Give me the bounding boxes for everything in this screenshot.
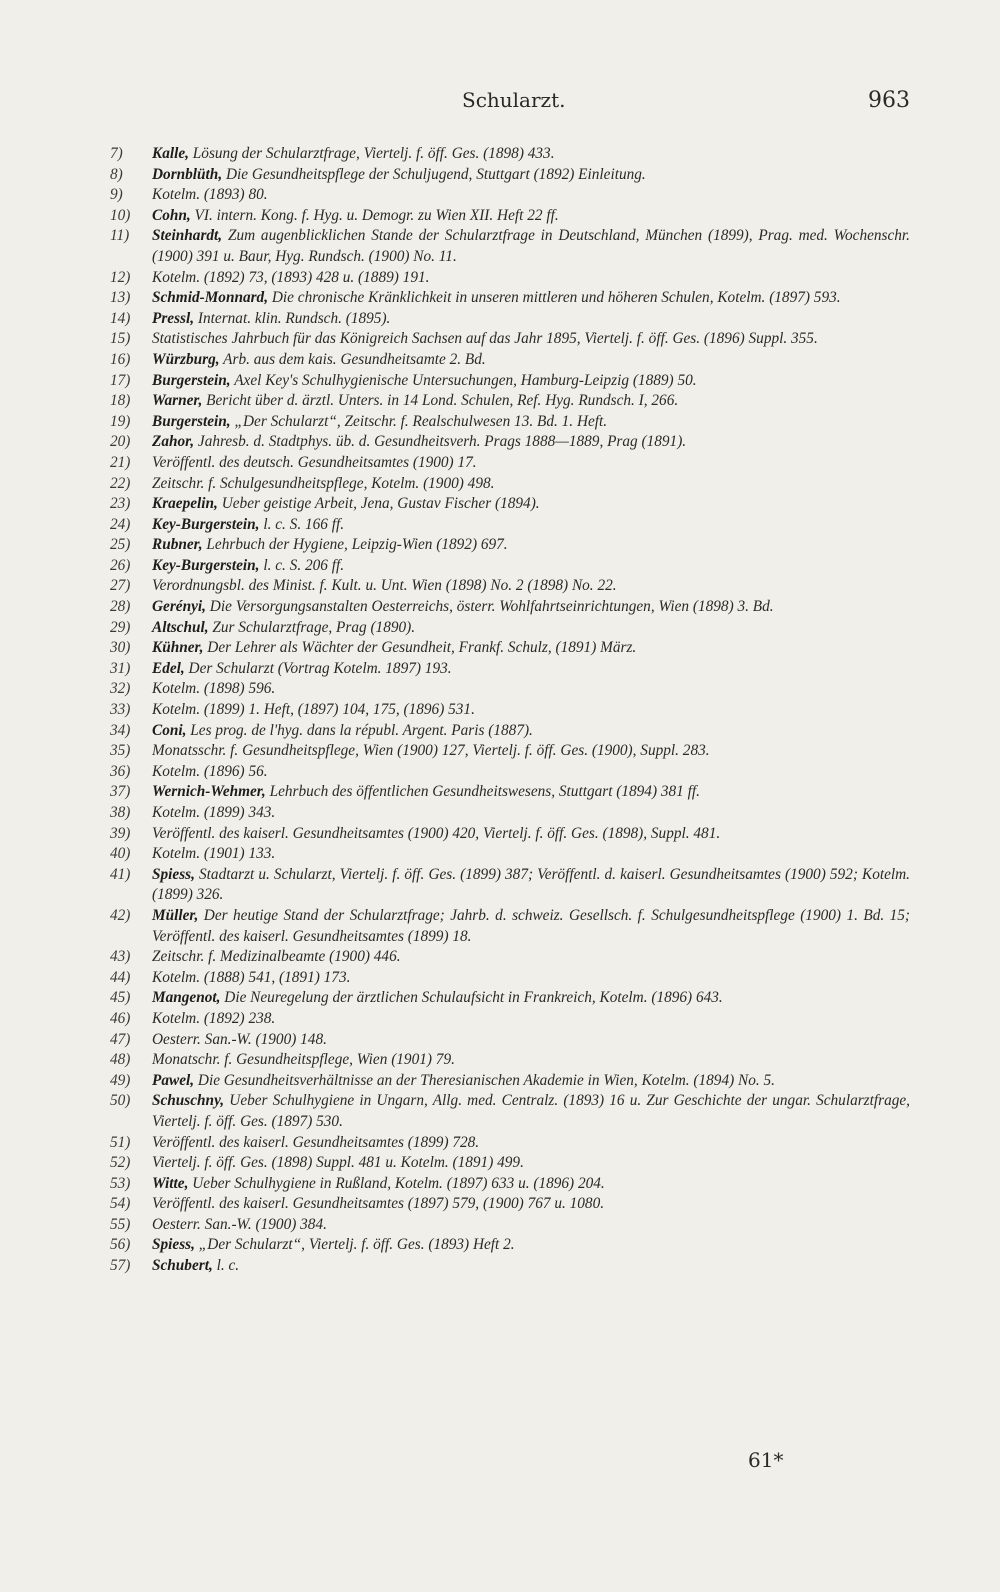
reference-author: Pawel, [152, 1071, 195, 1089]
reference-text [152, 1050, 910, 1071]
reference-citation: Ueber Schulhygiene in Rußland, Kotelm. (1897) 633 u. (1896) 204. [192, 1174, 605, 1192]
reference-number: 39) [110, 824, 131, 842]
reference-text [152, 1153, 910, 1174]
reference-text [152, 597, 910, 618]
reference-entry [110, 165, 910, 186]
reference-text [152, 824, 910, 845]
reference-text [152, 144, 910, 165]
reference-author: Key-Burgerstein, [152, 556, 260, 574]
reference-entry [110, 1256, 910, 1277]
reference-entry [110, 721, 910, 742]
reference-text [152, 1009, 910, 1030]
reference-citation: Ueber geistige Arbeit, Jena, Gustav Fischer (1894). [221, 495, 540, 513]
reference-author: Pressl, [152, 309, 195, 327]
reference-entry [110, 988, 910, 1009]
reference-citation: Jahresb. d. Stadtphys. üb. d. Gesundheitsverh. Prags 1888—1889, Prag (1891). [197, 433, 687, 451]
reference-author: Schmid-Monnard, [152, 289, 269, 307]
reference-entry [110, 576, 910, 597]
reference-entry [110, 1071, 910, 1092]
reference-number: 41) [110, 865, 131, 883]
reference-entry [110, 432, 910, 453]
reference-number: 56) [110, 1236, 131, 1254]
reference-author: Müller, [152, 906, 199, 924]
reference-author: Cohn, [152, 206, 191, 224]
reference-number: 48) [110, 1051, 131, 1069]
reference-citation: Zeitschr. f. Medizinalbeamte (1900) 446. [152, 948, 401, 966]
reference-text [152, 515, 910, 536]
reference-entry [110, 659, 910, 680]
reference-text [152, 906, 910, 947]
reference-number: 52) [110, 1154, 131, 1172]
reference-entry [110, 309, 910, 330]
reference-author: Burgerstein, [152, 371, 231, 389]
reference-number: 18) [110, 392, 131, 410]
reference-author: Zahor, [152, 433, 195, 451]
reference-number: 37) [110, 783, 131, 801]
reference-entry [110, 1235, 910, 1256]
reference-citation: Kotelm. (1899) 1. Heft, (1897) 104, 175, (1896) 531. [152, 701, 475, 719]
reference-citation: Lösung der Schularztfrage, Viertelj. f. öff. Ges. (1898) 433. [192, 145, 555, 162]
reference-entry [110, 329, 910, 350]
reference-citation: l. c. [216, 1257, 240, 1275]
reference-author: Warner, [152, 392, 203, 410]
reference-text [152, 1071, 910, 1092]
reference-entry [110, 762, 910, 783]
reference-entry [110, 494, 910, 515]
reference-text [152, 556, 910, 577]
reference-entry [110, 412, 910, 433]
reference-text [152, 185, 910, 206]
reference-number: 29) [110, 618, 131, 636]
reference-number: 38) [110, 804, 131, 821]
reference-text [152, 803, 910, 824]
reference-entry [110, 453, 910, 474]
reference-text [152, 679, 910, 700]
reference-text [152, 1174, 910, 1195]
reference-citation: Statistisches Jahrbuch für das Königreich Sachsen auf das Jahr 1895, Viertelj. f. öff. Ges. (1896) Suppl. 355. [152, 330, 818, 348]
reference-text [152, 1133, 910, 1154]
reference-text [152, 1215, 910, 1236]
reference-number: 55) [110, 1215, 131, 1233]
reference-citation: Die Neuregelung der ärztlichen Schulaufsicht in Frankreich, Kotelm. (1896) 643. [224, 989, 723, 1007]
reference-number: 54) [110, 1195, 131, 1213]
reference-text [152, 865, 910, 906]
reference-text [152, 309, 910, 330]
reference-text [152, 391, 910, 412]
reference-citation: Internat. klin. Rundsch. (1895). [197, 309, 391, 327]
reference-author: Mangenot, [152, 989, 221, 1007]
reference-number: 50) [110, 1092, 131, 1110]
reference-number: 46) [110, 1009, 131, 1027]
reference-number: 11) [110, 227, 130, 245]
reference-citation: Die Versorgungsanstalten Oesterreichs, österr. Wohlfahrtseinrichtungen, Wien (1898) 3. Bd. [209, 598, 774, 616]
reference-text [152, 453, 910, 474]
reference-text [152, 412, 910, 433]
reference-citation: Monatschr. f. Gesundheitspflege, Wien (1901) 79. [152, 1051, 455, 1069]
reference-citation: Die chronische Kränklichkeit in unseren mittleren und höheren Schulen, Kotelm. (1897) 593. [271, 289, 841, 307]
reference-number: 45) [110, 989, 131, 1007]
reference-number: 27) [110, 577, 131, 595]
reference-text [152, 206, 910, 227]
reference-entry [110, 638, 910, 659]
reference-number: 51) [110, 1133, 131, 1151]
reference-entry [110, 679, 910, 700]
reference-number: 40) [110, 845, 131, 863]
reference-number: 47) [110, 1030, 131, 1048]
reference-text [152, 576, 910, 597]
reference-entry [110, 185, 910, 206]
reference-citation: Zum augenblicklichen Stande der Schularztfrage in Deutschland, München (1899), Prag. med. Wochenschr. (1900) 391 u. Baur, Hyg. Rundsch. (1900) No. 11. [152, 227, 911, 265]
reference-citation: Arb. aus dem kais. Gesundheitsamte 2. Bd. [223, 350, 486, 368]
reference-citation: Bericht über d. ärztl. Unters. in 14 Lond. Schulen, Ref. Hyg. Rundsch. I, 266. [206, 392, 679, 410]
reference-entry [110, 1133, 910, 1154]
reference-text [152, 988, 910, 1009]
reference-author: Schubert, [152, 1257, 213, 1275]
reference-text [152, 762, 910, 783]
reference-number: 42) [110, 906, 131, 924]
reference-entry [110, 906, 910, 947]
reference-entry [110, 556, 910, 577]
reference-citation: Les prog. de l'hyg. dans la républ. Argent. Paris (1887). [190, 721, 533, 739]
reference-entry [110, 865, 910, 906]
reference-citation: Kotelm. (1892) 238. [152, 1009, 276, 1027]
reference-number: 35) [110, 742, 131, 760]
reference-author: Spiess, [152, 865, 195, 883]
reference-citation: Kotelm. (1896) 56. [152, 762, 268, 780]
reference-citation: Veröffentl. des kaiserl. Gesundheitsamtes (1899) 728. [152, 1133, 480, 1151]
reference-text [152, 721, 910, 742]
reference-text [152, 1194, 910, 1215]
reference-number: 19) [110, 412, 131, 430]
reference-citation: Kotelm. (1901) 133. [152, 845, 276, 863]
reference-entry [110, 597, 910, 618]
reference-text [152, 1256, 910, 1277]
reference-entry [110, 515, 910, 536]
reference-citation: Stadtarzt u. Schularzt, Viertelj. f. öff. Ges. (1899) 387; Veröffentl. d. kaiserl. Gesundheitsamtes (1900) 592; Kotelm. (1899) 326. [152, 865, 911, 904]
reference-citation: l. c. S. 166 ff. [263, 515, 345, 533]
reference-author: Altschul, [152, 618, 209, 636]
reference-number: 34) [110, 721, 131, 739]
reference-number: 36) [110, 762, 131, 780]
reference-entry [110, 226, 910, 267]
reference-text [152, 535, 910, 556]
reference-author: Gerényi, [152, 598, 206, 616]
reference-entry [110, 700, 910, 721]
reference-entry [110, 782, 910, 803]
reference-entry [110, 391, 910, 412]
reference-text [152, 659, 910, 680]
signature-mark: 61* [748, 1448, 784, 1472]
reference-number: 33) [110, 701, 131, 719]
reference-list [110, 144, 910, 1277]
reference-author: Dornblüth, [152, 165, 223, 183]
reference-number: 57) [110, 1257, 131, 1275]
reference-entry [110, 1153, 910, 1174]
reference-citation: Die Gesundheitspflege der Schuljugend, Stuttgart (1892) Einleitung. [225, 165, 646, 183]
reference-text [152, 226, 910, 267]
reference-number: 20) [110, 433, 131, 451]
reference-number: 7) [110, 145, 123, 162]
reference-citation: Kotelm. (1888) 541, (1891) 173. [152, 968, 351, 986]
reference-number: 44) [110, 968, 131, 986]
reference-entry [110, 947, 910, 968]
reference-entry [110, 288, 910, 309]
reference-entry [110, 1194, 910, 1215]
reference-text [152, 700, 910, 721]
reference-number: 22) [110, 474, 131, 492]
reference-citation: Zur Schularztfrage, Prag (1890). [212, 618, 416, 636]
reference-citation: Lehrbuch des öffentlichen Gesundheitswesens, Stuttgart (1894) 381 ff. [269, 783, 700, 801]
reference-entry [110, 268, 910, 289]
reference-number: 26) [110, 556, 131, 574]
reference-entry [110, 741, 910, 762]
reference-author: Kühner, [152, 639, 204, 657]
reference-text [152, 371, 910, 392]
reference-number: 28) [110, 598, 131, 616]
reference-citation: „Der Schularzt“, Viertelj. f. öff. Ges. (1893) Heft 2. [198, 1236, 515, 1254]
reference-citation: Viertelj. f. öff. Ges. (1898) Suppl. 481 u. Kotelm. (1891) 499. [152, 1154, 524, 1172]
reference-number: 12) [110, 268, 131, 286]
reference-text [152, 968, 910, 989]
reference-entry [110, 824, 910, 845]
reference-author: Burgerstein, [152, 412, 231, 430]
reference-text [152, 947, 910, 968]
reference-text [152, 638, 910, 659]
reference-citation: Zeitschr. f. Schulgesundheitspflege, Kotelm. (1900) 498. [152, 474, 495, 492]
running-header-title: Schularzt. [462, 88, 566, 112]
reference-citation: Oesterr. San.-W. (1900) 148. [152, 1030, 327, 1048]
reference-author: Key-Burgerstein, [152, 515, 260, 533]
reference-citation: „Der Schularzt“, Zeitschr. f. Realschulwesen 13. Bd. 1. Heft. [234, 412, 608, 430]
page-number: 963 [868, 88, 910, 113]
reference-entry [110, 350, 910, 371]
reference-citation: Ueber Schulhygiene in Ungarn, Allg. med. Centralz. (1893) 16 u. Zur Geschichte der ungar. Schularztfrage, Viertelj. f. öff. Ges. (1897) 530. [152, 1092, 910, 1130]
reference-number: 24) [110, 515, 131, 533]
reference-author: Kalle, [152, 145, 189, 162]
reference-entry [110, 474, 910, 495]
reference-citation: Verordnungsbl. des Minist. f. Kult. u. Unt. Wien (1898) No. 2 (1898) No. 22. [152, 577, 617, 595]
reference-citation: Axel Key's Schulhygienische Untersuchungen, Hamburg-Leipzig (1889) 50. [234, 371, 697, 389]
reference-citation: Kotelm. (1893) 80. [152, 186, 268, 204]
reference-citation: l. c. S. 206 ff. [263, 556, 345, 574]
reference-text [152, 782, 910, 803]
reference-number: 21) [110, 453, 131, 471]
reference-entry [110, 803, 910, 824]
reference-number: 9) [110, 186, 123, 204]
reference-number: 43) [110, 948, 131, 966]
reference-entry [110, 968, 910, 989]
reference-entry [110, 1174, 910, 1195]
reference-citation: Kotelm. (1899) 343. [152, 804, 276, 821]
reference-citation: Veröffentl. des kaiserl. Gesundheitsamtes (1900) 420, Viertelj. f. öff. Ges. (1898), Suppl. 481. [152, 824, 721, 842]
reference-number: 23) [110, 495, 131, 513]
reference-text [152, 350, 910, 371]
reference-citation: Veröffentl. des deutsch. Gesundheitsamtes (1900) 17. [152, 453, 477, 471]
reference-number: 14) [110, 309, 131, 327]
reference-text [152, 432, 910, 453]
reference-number: 31) [110, 659, 131, 677]
reference-number: 17) [110, 371, 131, 389]
reference-entry [110, 1091, 910, 1132]
reference-citation: Der Schularzt (Vortrag Kotelm. 1897) 193. [188, 659, 452, 677]
reference-text [152, 844, 910, 865]
reference-author: Schuschny, [152, 1092, 225, 1110]
reference-text [152, 329, 910, 350]
reference-number: 30) [110, 639, 131, 657]
reference-text [152, 474, 910, 495]
reference-entry [110, 1030, 910, 1051]
reference-citation: VI. intern. Kong. f. Hyg. u. Demogr. zu Wien XII. Heft 22 ff. [194, 206, 559, 224]
reference-author: Kraepelin, [152, 495, 218, 513]
reference-entry [110, 535, 910, 556]
reference-entry [110, 1050, 910, 1071]
reference-citation: Lehrbuch der Hygiene, Leipzig-Wien (1892) 697. [206, 536, 508, 554]
reference-citation: Die Gesundheitsverhältnisse an der Theresianischen Akademie in Wien, Kotelm. (1894) No. 5. [197, 1071, 775, 1089]
reference-number: 10) [110, 206, 131, 224]
reference-text [152, 1235, 910, 1256]
reference-author: Witte, [152, 1174, 189, 1192]
reference-text [152, 288, 910, 309]
reference-text [152, 741, 910, 762]
reference-text [152, 494, 910, 515]
reference-number: 8) [110, 165, 123, 183]
reference-number: 13) [110, 289, 131, 307]
reference-entry [110, 144, 910, 165]
reference-text [152, 1030, 910, 1051]
reference-citation: Monatsschr. f. Gesundheitspflege, Wien (1900) 127, Viertelj. f. öff. Ges. (1900), Suppl. 283. [152, 742, 710, 760]
reference-entry [110, 206, 910, 227]
reference-text [152, 268, 910, 289]
reference-citation: Veröffentl. des kaiserl. Gesundheitsamtes (1897) 579, (1900) 767 u. 1080. [152, 1195, 605, 1213]
reference-citation: Oesterr. San.-W. (1900) 384. [152, 1215, 327, 1233]
reference-number: 16) [110, 350, 131, 368]
reference-author: Coni, [152, 721, 187, 739]
reference-citation: Kotelm. (1892) 73, (1893) 428 u. (1889) 191. [152, 268, 430, 286]
reference-text [152, 165, 910, 186]
reference-author: Steinhardt, [152, 227, 223, 245]
reference-citation: Der heutige Stand der Schularztfrage; Jahrb. d. schweiz. Gesellsch. f. Schulgesundheitspflege (1900) 1. Bd. 15; Veröffentl. des kaiserl. Gesundheitsamtes (1899) 18. [152, 906, 911, 945]
reference-author: Würzburg, [152, 350, 220, 368]
reference-number: 53) [110, 1174, 131, 1192]
reference-author: Rubner, [152, 536, 203, 554]
reference-author: Wernich-Wehmer, [152, 783, 266, 801]
reference-citation: Der Lehrer als Wächter der Gesundheit, Frankf. Schulz, (1891) März. [207, 639, 637, 657]
reference-number: 32) [110, 680, 131, 698]
reference-number: 15) [110, 330, 131, 348]
reference-entry [110, 844, 910, 865]
reference-entry [110, 371, 910, 392]
reference-entry [110, 618, 910, 639]
reference-entry [110, 1009, 910, 1030]
reference-author: Edel, [152, 659, 185, 677]
reference-entry [110, 1215, 910, 1236]
reference-number: 49) [110, 1071, 131, 1089]
reference-number: 25) [110, 536, 131, 554]
reference-citation: Kotelm. (1898) 596. [152, 680, 276, 698]
reference-text [152, 1091, 910, 1132]
reference-author: Spiess, [152, 1236, 195, 1254]
reference-text [152, 618, 910, 639]
